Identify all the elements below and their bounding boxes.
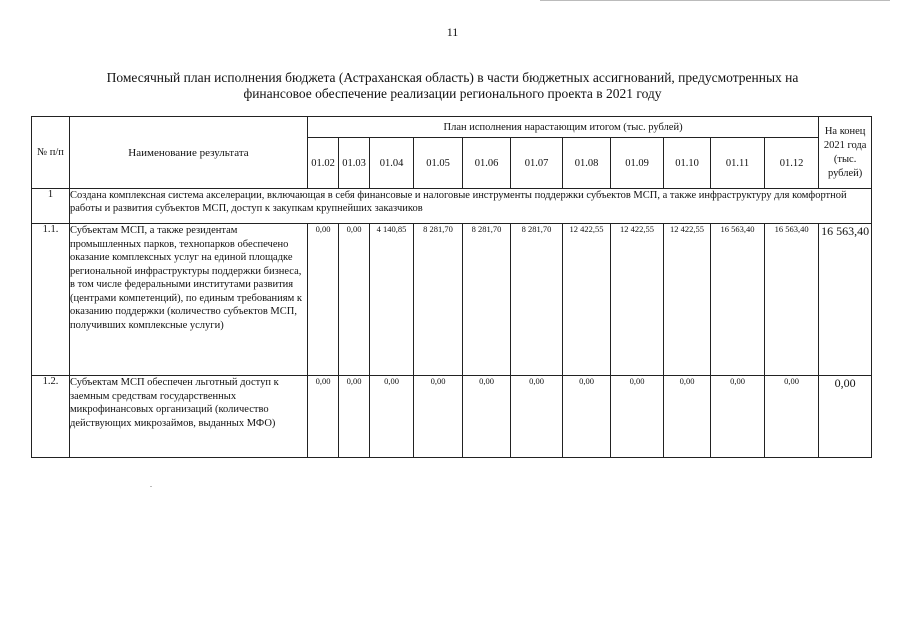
month-value: 8 281,70	[511, 224, 563, 376]
section-number: 1	[32, 189, 70, 224]
header-month: 01.03	[339, 138, 370, 189]
month-value: 16 563,40	[765, 224, 819, 376]
scan-speck	[150, 486, 152, 487]
section-title: Создана комплексная система акселерации, включающая в себя финансовые и налоговые инструменты поддержки субъектов МСП, а также инфраструктуру для комфортной работы и развития субъектов МСП, доступ к закупкам крупнейших заказчиков	[70, 189, 872, 224]
header-month: 01.09	[611, 138, 664, 189]
header-month: 01.02	[308, 138, 339, 189]
header-month: 01.04	[370, 138, 414, 189]
month-value: 0,00	[765, 376, 819, 458]
header-end-of-year: На конец 2021 года (тыс. рублей)	[819, 117, 872, 189]
month-value: 0,00	[463, 376, 511, 458]
header-month: 01.12	[765, 138, 819, 189]
month-value: 8 281,70	[463, 224, 511, 376]
month-value: 0,00	[308, 376, 339, 458]
month-value: 0,00	[711, 376, 765, 458]
header-plan-group: План исполнения нарастающим итогом (тыс. рублей)	[308, 117, 819, 138]
title-line-1: Помесячный план исполнения бюджета (Астраханская область) в части бюджетных ассигнований, предусмотренных на	[106, 70, 799, 85]
header-month: 01.07	[511, 138, 563, 189]
header-month: 01.08	[563, 138, 611, 189]
month-value: 0,00	[611, 376, 664, 458]
table-row	[32, 376, 872, 458]
header-month: 01.10	[664, 138, 711, 189]
header-month: 01.11	[711, 138, 765, 189]
page-number: 11	[446, 25, 459, 39]
row-number: 1.2.	[32, 376, 70, 458]
month-value: 0,00	[339, 376, 370, 458]
budget-plan-table	[31, 116, 872, 458]
section-row	[32, 189, 872, 224]
month-value: 8 281,70	[414, 224, 463, 376]
result-name: Субъектам МСП обеспечен льготный доступ к заемным средствам государственных микрофинансовых организаций (количество действующих микрозаймов, выданных МФО)	[70, 376, 308, 458]
month-value: 0,00	[339, 224, 370, 376]
header-name: Наименование результата	[70, 117, 308, 189]
header-month: 01.06	[463, 138, 511, 189]
month-value: 0,00	[563, 376, 611, 458]
end-of-year-value: 0,00	[819, 376, 872, 458]
document-title	[40, 70, 865, 102]
month-value: 0,00	[308, 224, 339, 376]
header-num: № п/п	[32, 117, 70, 189]
month-value: 16 563,40	[711, 224, 765, 376]
title-line-2: финансовое обеспечение реализации регионального проекта в 2021 году	[243, 86, 662, 101]
table-row	[32, 224, 872, 376]
top-edge-line	[540, 0, 890, 1]
row-number: 1.1.	[32, 224, 70, 376]
month-value: 4 140,85	[370, 224, 414, 376]
month-value: 12 422,55	[664, 224, 711, 376]
month-value: 0,00	[414, 376, 463, 458]
end-of-year-value: 16 563,40	[819, 224, 872, 376]
result-name: Субъектам МСП, а также резидентам промышленных парков, технопарков обеспечено оказание комплексных услуг на единой площадке региональной инфраструктуры поддержки бизнеса, в том числе федеральными институтами развития (центрами компетенций), по единым требованиям к оказанию поддержки (количество субъектов МСП, получивших комплексные услуги)	[70, 224, 308, 376]
header-month: 01.05	[414, 138, 463, 189]
month-value: 12 422,55	[563, 224, 611, 376]
month-value: 0,00	[664, 376, 711, 458]
month-value: 0,00	[511, 376, 563, 458]
month-value: 0,00	[370, 376, 414, 458]
month-value: 12 422,55	[611, 224, 664, 376]
